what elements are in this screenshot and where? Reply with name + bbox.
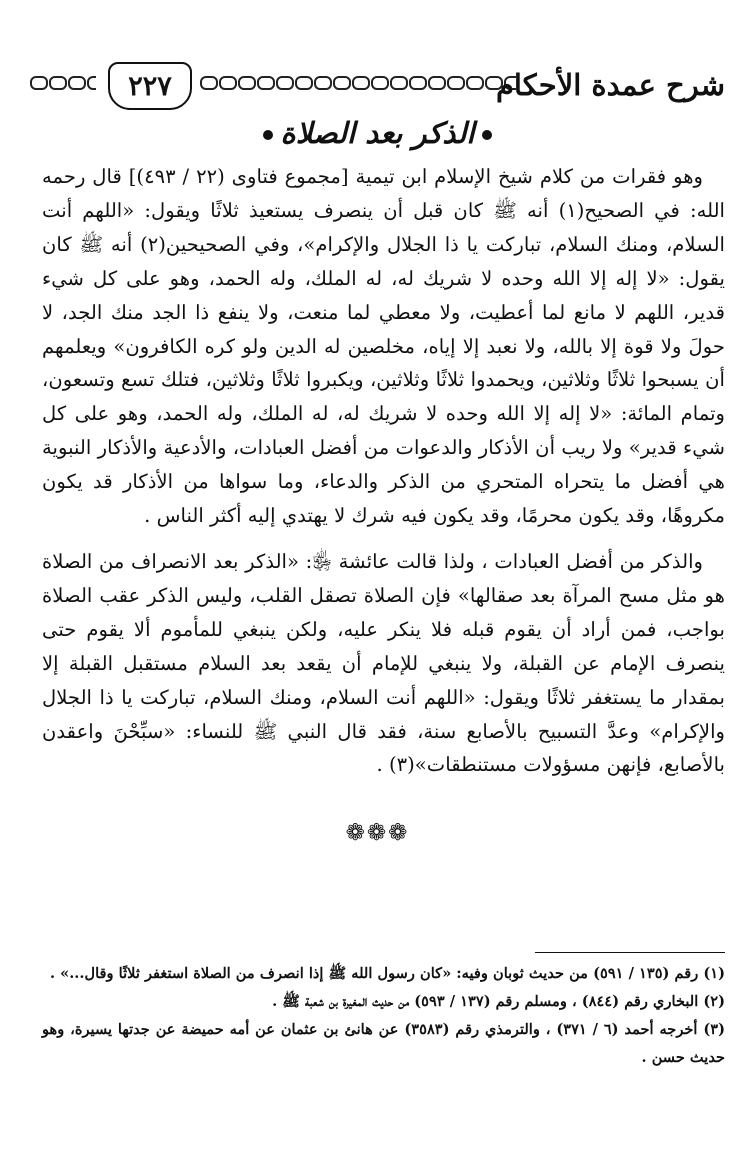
chain-link-icon bbox=[257, 76, 275, 90]
chain-link-icon bbox=[219, 76, 237, 90]
chain-link-icon bbox=[295, 76, 313, 90]
chain-link-icon bbox=[200, 76, 218, 90]
main-text bbox=[42, 160, 725, 782]
book-title: شرح عمدة الأحكام bbox=[495, 68, 725, 102]
chain-link-icon bbox=[352, 76, 370, 90]
chain-link-icon bbox=[238, 76, 256, 90]
chain-ornament-left bbox=[30, 76, 96, 90]
flower-ornament-icon: ❁❁❁ bbox=[345, 820, 410, 846]
chain-link-icon bbox=[428, 76, 446, 90]
footnote: (١) رقم (١٣٥ / ٥٩١) من حديث ثوبان وفيه: «كان رسول الله ﷺ إذا انصرف من الصلاة استغفر ثلاثًا وقال...» . bbox=[49, 965, 725, 982]
chain-link-icon bbox=[447, 76, 465, 90]
footnote-divider bbox=[535, 952, 725, 953]
chain-link-icon bbox=[87, 76, 96, 90]
chain-link-icon bbox=[276, 76, 294, 90]
footnote: (٣) أخرجه أحمد (٦ / ٣٧١) ، والترمذي رقم (٣٥٨٣) عن هانئ بن عثمان عن أمه حميضة عن جدتها يسيرة، وهو حديث حسن . bbox=[42, 1021, 725, 1066]
chain-ornament-middle bbox=[200, 76, 516, 90]
paragraph: والذكر من أفضل العبادات ، ولذا قالت عائشة ﵂: «الذكر بعد الانصراف من الصلاة هو مثل مسح المرآة بعد صقالها» فإن الصلاة تصقل القلب، وليس الذكر عقب الصلاة بواجب، فمن أراد أن يقوم قبله فلا ينكر عليه، ولكن ينبغي للمأموم ألا يقوم حتى ينصرف الإمام عن القبلة، ولا ينبغي للإمام أن يقعد بعد السلام مستقبل القبلة إلا بمقدار ما يستغفر ثلاثًا ويقول: «اللهم أنت السلام، ومنك السلام، تباركت يا ذا الجلال والإكرام» وعدَّ التسبيح بالأصابع سنة، فقد قال النبي ﷺ للنساء: «سبِّحْنَ واعقدن بالأصابع، فإنهن مسؤولات مستنطقات»(٣) . bbox=[42, 549, 725, 777]
chain-link-icon bbox=[68, 76, 86, 90]
footnote: (٢) البخاري رقم (٨٤٤) ، ومسلم رقم (١٣٧ / ٥٩٣) من حديث المغيرة بن شعبة ﷺ . bbox=[272, 993, 725, 1010]
chain-link-icon bbox=[30, 76, 48, 90]
page-number: ٢٢٧ bbox=[108, 62, 192, 110]
chain-link-icon bbox=[333, 76, 351, 90]
section-heading bbox=[0, 116, 755, 150]
bullet-icon bbox=[482, 130, 492, 140]
page-header bbox=[30, 62, 725, 112]
chain-link-icon bbox=[314, 76, 332, 90]
chain-link-icon bbox=[49, 76, 67, 90]
section-title: الذكر بعد الصلاة bbox=[280, 116, 475, 150]
footnotes bbox=[42, 960, 725, 1072]
bullet-icon bbox=[263, 130, 273, 140]
chain-link-icon bbox=[390, 76, 408, 90]
paragraph: وهو فقرات من كلام شيخ الإسلام ابن تيمية [مجموع فتاوى (٢٢ / ٤٩٣)] قال رحمه الله: في الصحيح(١) أنه ﷺ كان قبل أن ينصرف يستعيذ ثلاثًا ويقول: «اللهم أنت السلام، ومنك السلام، تباركت يا ذا الجلال والإكرام»، وفي الصحيحين(٢) أنه ﷺ كان يقول: «لا إله إلا الله وحده لا شريك له، له الملك، وله الحمد، وهو على كل شيء قدير، اللهم لا مانع لما أعطيت، ولا معطي لما منعت، ولا ينفع ذا الجد منك الجد، لا حولَ ولا قوة إلا بالله، ولا نعبد إلا إياه، مخلصين له الدين ولو كره الكافرون» ويعلمهم أن يسبحوا ثلاثًا وثلاثين، ويحمدوا ثلاثًا وثلاثين، ويكبروا ثلاثًا وثلاثين، فتلك تسع وتسعون، وتمام المائة: «لا إله إلا الله وحده لا شريك له، له الملك، وله الحمد، وهو على كل شيء قدير» ولا ريب أن الأذكار والدعوات من أفضل العبادات، والأدعية والأذكار النبوية هي أفضل ما يتحراه المتحري من الذكر والدعاء، وما سواها من الأذكار قد يكون مكروهًا، وقد يكون محرمًا، وقد يكون فيه شرك لا يهتدي إليه أكثر الناس . bbox=[42, 165, 725, 528]
chain-link-icon bbox=[466, 76, 484, 90]
chain-link-icon bbox=[371, 76, 389, 90]
chain-link-icon bbox=[409, 76, 427, 90]
